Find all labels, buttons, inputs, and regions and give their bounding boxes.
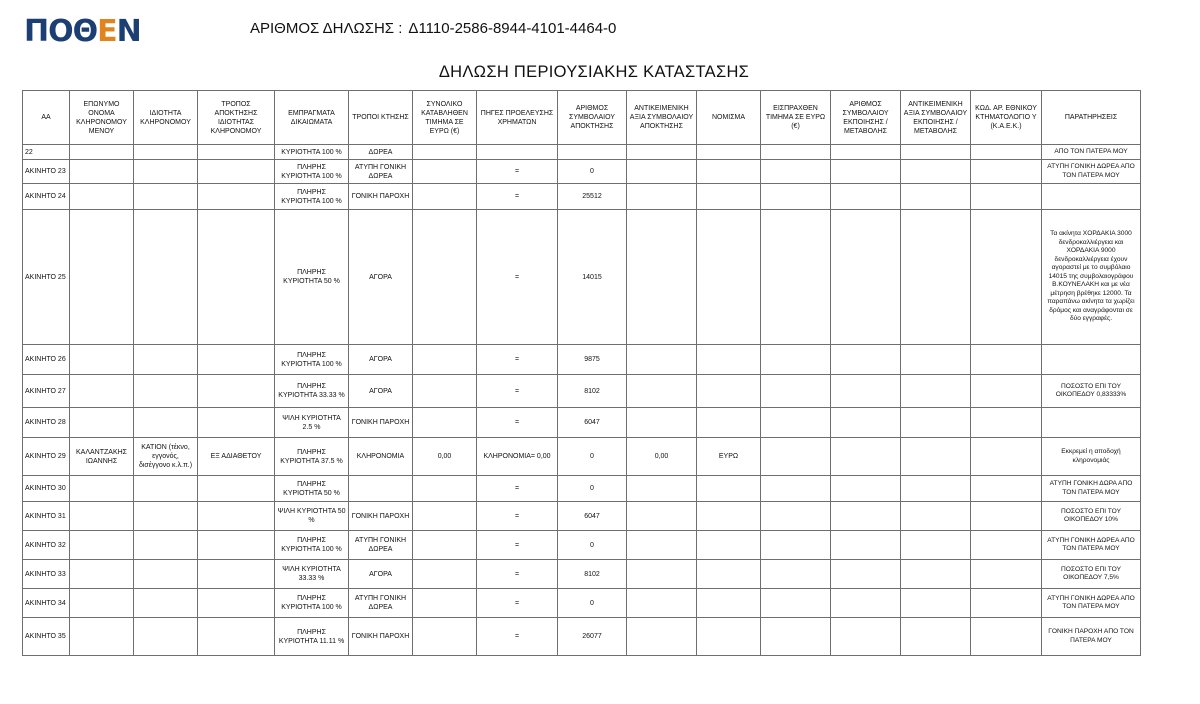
table-cell: [697, 589, 761, 618]
table-row: [23, 345, 1141, 375]
table-cell: [413, 560, 477, 589]
table-cell: 0: [558, 476, 627, 502]
table-cell: ΠΟΣΟΣΤΟ ΕΠΙ ΤΟΥ ΟΙΚΟΠΕΔΟΥ 10%: [1042, 502, 1141, 531]
table-cell: [697, 531, 761, 560]
table-cell: ΔΩΡΕΑ: [349, 145, 413, 160]
table-cell: [697, 408, 761, 438]
table-cell: 6047: [558, 408, 627, 438]
table-cell: [413, 476, 477, 502]
table-cell: ΠΟΣΟΣΤΟ ΕΠΙ ΤΟΥ ΟΙΚΟΠΕΔΟΥ 0,83333%: [1042, 375, 1141, 408]
table-cell: [901, 145, 971, 160]
column-header: ΑΝΤΙΚΕΙΜΕΝΙΚΗ ΑΞΙΑ ΣΥΜΒΟΛΑΙΟΥ ΑΠΟΚΤΗΣΗΣ: [627, 91, 697, 145]
table-cell: 0: [558, 160, 627, 184]
table-cell: [901, 618, 971, 656]
table-cell: [198, 184, 275, 210]
table-cell: [901, 476, 971, 502]
column-header: ΕΙΣΠΡΑΧΘΕΝ ΤΙΜΗΜΑ ΣΕ ΕΥΡΩ (€): [761, 91, 831, 145]
table-cell: [901, 531, 971, 560]
table-cell: [70, 345, 134, 375]
table-cell: [901, 438, 971, 476]
table-cell: [901, 408, 971, 438]
table-cell: =: [477, 184, 558, 210]
table-cell: [413, 345, 477, 375]
table-cell: ΚΛΗΡΟΝΟΜΙΑ: [349, 438, 413, 476]
table-cell: 8102: [558, 560, 627, 589]
table-cell: [627, 589, 697, 618]
table-cell: ΠΛΗΡΗΣ ΚΥΡΙΟΤΗΤΑ 50 %: [275, 476, 349, 502]
table-cell: ΚΑΛΑΝΤΖΑΚΗΣ ΙΩΑΝΝΗΣ: [70, 438, 134, 476]
table-cell: [831, 589, 901, 618]
table-cell: [831, 438, 901, 476]
table-cell: [831, 184, 901, 210]
table-cell: ΑΚΙΝΗΤΟ 25: [23, 210, 70, 345]
table-cell: [831, 476, 901, 502]
table-cell: 0: [558, 589, 627, 618]
table-cell: [198, 589, 275, 618]
table-cell: [761, 560, 831, 589]
table-cell: [70, 589, 134, 618]
table-cell: [901, 345, 971, 375]
site-logo[interactable]: [24, 14, 141, 49]
table-cell: [971, 531, 1042, 560]
table-cell: Τα ακίνητα ΧΟΡΔΑΚΙΑ 3000 δενδροκαλλιέργεια και ΧΟΡΔΑΚΙΑ 9000 δενδροκαλλιέργεια έχουν αγοραστεί με το συμβόλαιο 14015 της συμβολαιογράφου Β.ΚΟΥΝΕΛΑΚΗ και με νέα μέτρηση βρέθηκε 12000. Τα παραπάνω ακίνητα τα χωρίζει δρόμος και αναγράφονται σε δύο εγγραφές.: [1042, 210, 1141, 345]
table-cell: =: [477, 531, 558, 560]
table-cell: [134, 184, 198, 210]
table-cell: ΑΚΙΝΗΤΟ 31: [23, 502, 70, 531]
table-cell: [413, 184, 477, 210]
table-cell: [761, 589, 831, 618]
table-cell: [627, 184, 697, 210]
table-cell: [413, 531, 477, 560]
column-header: ΝΟΜΙΣΜΑ: [697, 91, 761, 145]
table-cell: ΠΛΗΡΗΣ ΚΥΡΙΟΤΗΤΑ 33.33 %: [275, 375, 349, 408]
table-cell: [1042, 345, 1141, 375]
table-cell: [627, 375, 697, 408]
table-cell: [761, 502, 831, 531]
table-cell: [70, 476, 134, 502]
table-cell: [971, 210, 1042, 345]
column-header: ΕΠΩΝΥΜΟ ΟΝΟΜΑ ΚΛΗΡΟΝΟΜΟΥ ΜΕΝΟΥ: [70, 91, 134, 145]
table-cell: [697, 345, 761, 375]
table-header: [23, 91, 1141, 145]
table-cell: 22: [23, 145, 70, 160]
table-cell: =: [477, 476, 558, 502]
table-cell: [901, 375, 971, 408]
table-cell: [831, 408, 901, 438]
table-cell: [971, 589, 1042, 618]
table-cell: ΑΚΙΝΗΤΟ 33: [23, 560, 70, 589]
table-cell: [971, 145, 1042, 160]
table-cell: [971, 618, 1042, 656]
table-cell: [901, 589, 971, 618]
table-cell: [971, 184, 1042, 210]
table-cell: 8102: [558, 375, 627, 408]
table-cell: [971, 375, 1042, 408]
table-cell: [198, 476, 275, 502]
table-cell: [627, 160, 697, 184]
table-cell: [413, 160, 477, 184]
table-cell: [70, 502, 134, 531]
table-cell: 0,00: [413, 438, 477, 476]
table-cell: ΑΤΥΠΗ ΓΟΝΙΚΗ ΔΩΡΕΑ: [349, 531, 413, 560]
table-cell: [1042, 184, 1141, 210]
table-cell: [413, 375, 477, 408]
table-row: [23, 375, 1141, 408]
table-cell: [761, 408, 831, 438]
table-cell: [198, 375, 275, 408]
table-cell: [761, 375, 831, 408]
table-cell: [627, 560, 697, 589]
table-cell: [627, 345, 697, 375]
table-cell: ΓΟΝΙΚΗ ΠΑΡΟΧΗ: [349, 618, 413, 656]
table-cell: ΑΓΟΡΑ: [349, 375, 413, 408]
table-cell: [761, 184, 831, 210]
table-cell: ΠΛΗΡΗΣ ΚΥΡΙΟΤΗΤΑ 11.11 %: [275, 618, 349, 656]
table-cell: =: [477, 618, 558, 656]
table-cell: [134, 408, 198, 438]
column-header: ΑΡΙΘΜΟΣ ΣΥΜΒΟΛΑΙΟΥ ΕΚΠΟΙΗΣΗΣ /ΜΕΤΑΒΟΛΗΣ: [831, 91, 901, 145]
table-body: [23, 145, 1141, 656]
table-cell: ΑΤΥΠΗ ΓΟΝΙΚΗ ΔΩΡΑ ΑΠΟ ΤΟΝ ΠΑΤΕΡΑ ΜΟΥ: [1042, 476, 1141, 502]
table-cell: [477, 145, 558, 160]
table-cell: [70, 531, 134, 560]
table-cell: [198, 408, 275, 438]
table-cell: [627, 210, 697, 345]
table-row: [23, 160, 1141, 184]
column-header: ΚΩΔ. ΑΡ. ΕΘΝΙΚΟΥ ΚΤΗΜΑΤΟΛΟΓΙΟ Υ (Κ.Α.Ε.Κ.): [971, 91, 1042, 145]
table-cell: [558, 145, 627, 160]
table-cell: [831, 375, 901, 408]
table-cell: ΑΚΙΝΗΤΟ 24: [23, 184, 70, 210]
table-cell: [901, 560, 971, 589]
table-cell: ΠΛΗΡΗΣ ΚΥΡΙΟΤΗΤΑ 100 %: [275, 184, 349, 210]
table-cell: [627, 476, 697, 502]
table-cell: [134, 345, 198, 375]
table-cell: [198, 145, 275, 160]
table-cell: ΨΙΛΗ ΚΥΡΙΟΤΗΤΑ 2.5 %: [275, 408, 349, 438]
table-cell: [70, 618, 134, 656]
table-row: [23, 438, 1141, 476]
table-cell: [413, 145, 477, 160]
table-cell: [70, 145, 134, 160]
table-cell: [697, 618, 761, 656]
table-cell: ΑΤΥΠΗ ΓΟΝΙΚΗ ΔΩΡΕΑ ΑΠΟ ΤΟΝ ΠΑΤΕΡΑ ΜΟΥ: [1042, 160, 1141, 184]
table-cell: ΑΤΥΠΗ ΓΟΝΙΚΗ ΔΩΡΕΑ ΑΠΟ ΤΟΝ ΠΑΤΕΡΑ ΜΟΥ: [1042, 531, 1141, 560]
column-header: ΠΗΓΕΣ ΠΡΟΕΛΕΥΣΗΣ ΧΡΗΜΑΤΩΝ: [477, 91, 558, 145]
table-cell: 26077: [558, 618, 627, 656]
table-cell: =: [477, 345, 558, 375]
table-cell: [134, 375, 198, 408]
declaration-number: [250, 20, 616, 37]
table-cell: ΚΥΡΙΟΤΗΤΑ 100 %: [275, 145, 349, 160]
table-cell: ΠΛΗΡΗΣ ΚΥΡΙΟΤΗΤΑ 50 %: [275, 210, 349, 345]
table-cell: [971, 438, 1042, 476]
table-cell: [761, 160, 831, 184]
table-cell: [70, 184, 134, 210]
table-cell: [697, 375, 761, 408]
table-cell: ΑΚΙΝΗΤΟ 30: [23, 476, 70, 502]
table-cell: [697, 560, 761, 589]
table-cell: [134, 476, 198, 502]
table-cell: [198, 345, 275, 375]
table-row: [23, 502, 1141, 531]
column-header: ΕΜΠΡΑΓΜΑΤΑ ΔΙΚΑΙΩΜΑΤΑ: [275, 91, 349, 145]
assets-table: [22, 90, 1141, 656]
table-cell: [198, 160, 275, 184]
table-cell: [831, 145, 901, 160]
table-cell: [971, 345, 1042, 375]
table-cell: ΠΛΗΡΗΣ ΚΥΡΙΟΤΗΤΑ 100 %: [275, 345, 349, 375]
table-cell: ΑΚΙΝΗΤΟ 23: [23, 160, 70, 184]
table-cell: ΓΟΝΙΚΗ ΠΑΡΟΧΗ ΑΠΟ ΤΟΝ ΠΑΤΕΡΑ ΜΟΥ: [1042, 618, 1141, 656]
table-cell: [697, 160, 761, 184]
table-cell: [697, 210, 761, 345]
column-header: ΙΔΙΟΤΗΤΑ ΚΛΗΡΟΝΟΜΟΥ: [134, 91, 198, 145]
table-cell: ΑΚΙΝΗΤΟ 26: [23, 345, 70, 375]
table-cell: ΠΛΗΡΗΣ ΚΥΡΙΟΤΗΤΑ 100 %: [275, 531, 349, 560]
table-cell: ΚΛΗΡΟΝΟΜΙΑ= 0,00: [477, 438, 558, 476]
table-cell: 25512: [558, 184, 627, 210]
table-cell: [627, 408, 697, 438]
table-row: [23, 531, 1141, 560]
table-cell: [70, 160, 134, 184]
table-cell: [198, 531, 275, 560]
table-cell: =: [477, 210, 558, 345]
table-cell: =: [477, 589, 558, 618]
table-cell: 14015: [558, 210, 627, 345]
table-cell: ΑΚΙΝΗΤΟ 35: [23, 618, 70, 656]
table-cell: [134, 531, 198, 560]
table-cell: [134, 210, 198, 345]
table-cell: ΑΤΥΠΗ ΓΟΝΙΚΗ ΔΩΡΕΑ: [349, 589, 413, 618]
table-cell: [134, 589, 198, 618]
table-cell: [627, 618, 697, 656]
column-header: ΣΥΝΟΛΙΚΟ ΚΑΤΑΒΛΗΘΕΝ ΤΙΜΗΜΑ ΣΕ ΕΥΡΩ (€): [413, 91, 477, 145]
table-cell: [971, 560, 1042, 589]
header-row: [23, 91, 1141, 145]
table-cell: ΠΛΗΡΗΣ ΚΥΡΙΟΤΗΤΑ 37.5 %: [275, 438, 349, 476]
table-cell: ΑΓΟΡΑ: [349, 210, 413, 345]
table-row: [23, 408, 1141, 438]
table-cell: ΓΟΝΙΚΗ ΠΑΡΟΧΗ: [349, 184, 413, 210]
table-cell: ΓΟΝΙΚΗ ΠΑΡΟΧΗ: [349, 408, 413, 438]
table-cell: [971, 160, 1042, 184]
table-cell: ΑΓΟΡΑ: [349, 345, 413, 375]
table-cell: [349, 476, 413, 502]
table-row: [23, 618, 1141, 656]
page-title: ΔΗΛΩΣΗ ΠΕΡΙΟΥΣΙΑΚΗΣ ΚΑΤΑΣΤΑΣΗΣ: [438, 63, 750, 81]
table-cell: [697, 476, 761, 502]
table-cell: [134, 160, 198, 184]
table-cell: Εκκρεμεί η αποδοχή κληρονομιάς: [1042, 438, 1141, 476]
table-cell: [831, 160, 901, 184]
table-cell: [901, 184, 971, 210]
declaration-label: ΑΡΙΘΜΟΣ ΔΗΛΩΣΗΣ :: [250, 20, 403, 37]
column-header: ΑΝΤΙΚΕΙΜΕΝΙΚΗ ΑΞΙΑ ΣΥΜΒΟΛΑΙΟΥ ΕΚΠΟΙΗΣΗΣ / ΜΕΤΑΒΟΛΗΣ: [901, 91, 971, 145]
table-cell: [70, 408, 134, 438]
table-cell: ΑΠΟ ΤΟΝ ΠΑΤΕΡΑ ΜΟΥ: [1042, 145, 1141, 160]
table-cell: 6047: [558, 502, 627, 531]
table-row: [23, 589, 1141, 618]
table-cell: ΑΤΥΠΗ ΓΟΝΙΚΗ ΔΩΡΕΑ: [349, 160, 413, 184]
table-cell: [761, 145, 831, 160]
table-cell: 0: [558, 531, 627, 560]
table-cell: [761, 345, 831, 375]
table-cell: [627, 145, 697, 160]
table-row: [23, 145, 1141, 160]
table-row: [23, 210, 1141, 345]
table-cell: =: [477, 502, 558, 531]
table-cell: ΚΑΤΙΟΝ (τέκνο, εγγονός, δισέγγονο κ.λ.π.): [134, 438, 198, 476]
table-cell: [761, 210, 831, 345]
table-row: [23, 184, 1141, 210]
table-cell: [134, 618, 198, 656]
table-cell: [761, 476, 831, 502]
table-cell: ΑΚΙΝΗΤΟ 28: [23, 408, 70, 438]
table-cell: ΨΙΛΗ ΚΥΡΙΟΤΗΤΑ 33.33 %: [275, 560, 349, 589]
table-cell: [413, 408, 477, 438]
table-cell: [1042, 408, 1141, 438]
column-header: ΠΑΡΑΤΗΡΗΣΕΙΣ: [1042, 91, 1141, 145]
logo-text-part3: Ν: [116, 14, 141, 49]
table-cell: [134, 560, 198, 589]
table-cell: [134, 502, 198, 531]
table-cell: [198, 618, 275, 656]
table-cell: [70, 210, 134, 345]
table-cell: 0: [558, 438, 627, 476]
table-cell: [971, 408, 1042, 438]
table-cell: [831, 560, 901, 589]
table-cell: [831, 531, 901, 560]
table-cell: [831, 345, 901, 375]
table-cell: [761, 438, 831, 476]
logo-text-part1: ΠΟΘ: [24, 14, 98, 49]
column-header: ΑΑ: [23, 91, 70, 145]
table-cell: [198, 210, 275, 345]
table-cell: [70, 375, 134, 408]
table-cell: ΨΙΛΗ ΚΥΡΙΟΤΗΤΑ 50 %: [275, 502, 349, 531]
table-cell: [413, 210, 477, 345]
table-row: [23, 476, 1141, 502]
table-cell: [198, 560, 275, 589]
table-cell: [70, 560, 134, 589]
table-cell: [761, 618, 831, 656]
table-cell: [971, 476, 1042, 502]
declaration-value: Δ1110-2586-8944-4101-4464-0: [408, 20, 617, 37]
logo-text-accent: Ε: [97, 14, 117, 49]
table-cell: [901, 502, 971, 531]
table-cell: [697, 145, 761, 160]
table-cell: =: [477, 375, 558, 408]
table-cell: ΑΚΙΝΗΤΟ 34: [23, 589, 70, 618]
table-cell: [831, 502, 901, 531]
table-cell: [831, 210, 901, 345]
table-cell: =: [477, 160, 558, 184]
table-cell: [901, 160, 971, 184]
table-cell: [627, 531, 697, 560]
table-cell: ΑΚΙΝΗΤΟ 32: [23, 531, 70, 560]
table-cell: 0,00: [627, 438, 697, 476]
table-row: [23, 560, 1141, 589]
table-cell: ΑΓΟΡΑ: [349, 560, 413, 589]
table-cell: [627, 502, 697, 531]
table-cell: [971, 502, 1042, 531]
table-cell: ΕΥΡΩ: [697, 438, 761, 476]
table-cell: 9875: [558, 345, 627, 375]
column-header: ΑΡΙΘΜΟΣ ΣΥΜΒΟΛΑΙΟΥ ΑΠΟΚΤΗΣΗΣ: [558, 91, 627, 145]
table-cell: [761, 531, 831, 560]
column-header: ΤΡΟΠΟΣ ΑΠΟΚΤΗΣΗΣ ΙΔΙΟΤΗΤΑΣ ΚΛΗΡΟΝΟΜΟΥ: [198, 91, 275, 145]
table-cell: [413, 589, 477, 618]
table-cell: ΑΚΙΝΗΤΟ 27: [23, 375, 70, 408]
table-cell: ΓΟΝΙΚΗ ΠΑΡΟΧΗ: [349, 502, 413, 531]
table-cell: ΑΤΥΠΗ ΓΟΝΙΚΗ ΔΩΡΕΑ ΑΠΟ ΤΟΝ ΠΑΤΕΡΑ ΜΟΥ: [1042, 589, 1141, 618]
table-cell: [413, 618, 477, 656]
table-cell: ΠΟΣΟΣΤΟ ΕΠΙ ΤΟΥ ΟΙΚΟΠΕΔΟΥ 7,5%: [1042, 560, 1141, 589]
table-cell: ΠΛΗΡΗΣ ΚΥΡΙΟΤΗΤΑ 100 %: [275, 160, 349, 184]
column-header: ΤΡΟΠΟΙ ΚΤΗΣΗΣ: [349, 91, 413, 145]
table-cell: [198, 502, 275, 531]
table-cell: ΑΚΙΝΗΤΟ 29: [23, 438, 70, 476]
table-cell: ΕΞ ΑΔΙΑΘΕΤΟΥ: [198, 438, 275, 476]
table-cell: =: [477, 560, 558, 589]
table-cell: ΠΛΗΡΗΣ ΚΥΡΙΟΤΗΤΑ 100 %: [275, 589, 349, 618]
table-cell: [831, 618, 901, 656]
table-cell: =: [477, 408, 558, 438]
table-cell: [134, 145, 198, 160]
table-cell: [901, 210, 971, 345]
table-cell: [697, 502, 761, 531]
table-cell: [413, 502, 477, 531]
table-cell: [697, 184, 761, 210]
